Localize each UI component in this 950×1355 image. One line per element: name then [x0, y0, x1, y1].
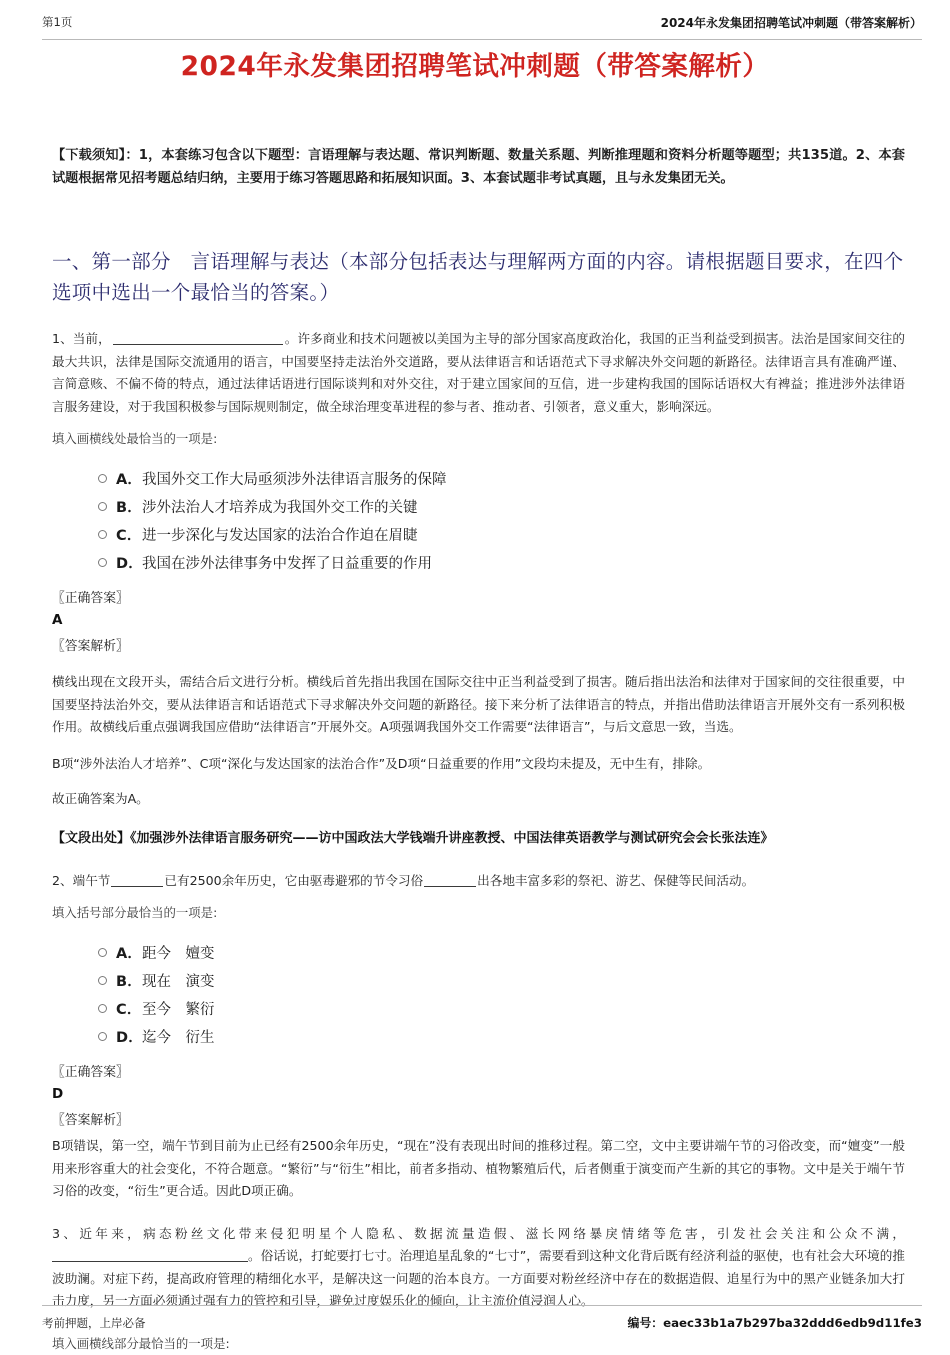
- option-row[interactable]: [98, 520, 905, 548]
- option-row[interactable]: [98, 492, 905, 520]
- footer-code: [628, 1314, 922, 1331]
- radio-button-icon[interactable]: [98, 1004, 107, 1013]
- footer-slogan: 考前押题，上岸必备: [42, 1316, 146, 1330]
- question-1-number: 1、: [52, 331, 73, 346]
- option-row[interactable]: [98, 464, 905, 492]
- option-text: 至今 繁衍: [142, 1001, 215, 1018]
- radio-button-icon[interactable]: [98, 474, 107, 483]
- question-block-3: [52, 1223, 905, 1355]
- correct-answer-label: 〖正确答案〗: [52, 591, 129, 606]
- option-letter: B．: [116, 973, 142, 990]
- document-running-header: [42, 14, 922, 40]
- option-text: 现在 演变: [142, 973, 215, 990]
- option-row[interactable]: [98, 966, 905, 994]
- question-1-options: [98, 464, 905, 576]
- option-letter: C．: [116, 527, 142, 544]
- question-2-number: 2、: [52, 872, 73, 888]
- analysis-paragraph: 横线出现在文段开头，需结合后文进行分析。横线后首先指出我国在国际交往中正当利益受到了损害。随后指出法治和法律对于国家间的交往很重要，中国要坚持法治外交，要从法律语言和话语范式下寻求解决外交问题的新路径。接下来分析了法律语言的特点，并指出借助法律语言开展外交有一系列积极作用。故横线后重点强调我国应借助“法律语言”开展外交。A项强调我国外交工作需要“法律语言”，与后文意思一致，当选。: [52, 674, 905, 734]
- question-2-prompt: 填入括号部分最恰当的一项是:: [52, 905, 218, 920]
- question-block-2: [52, 870, 905, 1203]
- question-2-stem-part2: 已有2500余年历史，它由驱毒避邪的节令习俗: [164, 872, 424, 888]
- document-running-footer: [42, 1305, 922, 1331]
- radio-button-icon[interactable]: [98, 530, 107, 539]
- option-letter: A．: [116, 945, 143, 962]
- question-3-stem: [52, 1223, 905, 1313]
- radio-button-icon[interactable]: [98, 976, 107, 985]
- analysis-label: 〖答案解析〗: [52, 639, 129, 654]
- footer-code-label: 编号：: [627, 1316, 664, 1330]
- option-letter: D．: [116, 555, 143, 572]
- radio-button-icon[interactable]: [98, 558, 107, 567]
- question-2-stem-part1: 端午节: [72, 872, 111, 888]
- option-row[interactable]: [98, 1022, 905, 1050]
- option-text: 迄今 衍生: [142, 1029, 215, 1046]
- answer-blank: [111, 886, 163, 887]
- radio-button-icon[interactable]: [98, 1032, 107, 1041]
- correct-answer-value: D: [52, 1086, 64, 1102]
- question-1-stem-after: 。许多商业和技术问题被以美国为主导的部分国家高度政治化，我国的正当利益受到损害。法治是国家间交往的最大共识，法律是国际交流通用的语言，中国要坚持走法治外交道路，要从法律语言和话语范式下寻求解决外交问题的新路径。法律语言具有准确严谨、言简意赅、不偏不倚的特点，通过法律话语进行国际谈判和对外交往，对于建立国家间的互信，进一步建构我国的国际话语权大有裨益；推进涉外法律语言服务建设，对于我国积极参与国际规则制定，做全球治理变革进程的参与者、推动者、引领者，意义重大，影响深远。: [52, 331, 906, 414]
- question-1-stem: [52, 328, 905, 418]
- footer-code-value: eaec33b1a7b297ba32ddd6edb9d11fe3: [663, 1316, 922, 1330]
- page-title: 2024年永发集团招聘笔试冲刺题（带答案解析）: [180, 51, 770, 82]
- option-text: 距今 嬗变: [142, 945, 215, 962]
- option-text: 我国在涉外法律事务中发挥了日益重要的作用: [142, 555, 432, 572]
- question-block-1: [52, 328, 905, 850]
- option-row[interactable]: [98, 994, 905, 1022]
- page-number-label: 第1页: [42, 15, 73, 29]
- option-text: 我国外交工作大局亟须涉外法律语言服务的保障: [142, 471, 447, 488]
- option-text: 涉外法治人才培养成为我国外交工作的关键: [142, 499, 418, 516]
- option-row[interactable]: [98, 548, 905, 576]
- download-notice: 【下载须知】：1，本套练习包含以下题型：言语理解与表达题、常识判断题、数量关系题、判断推理题和资料分析题等题型；共135道。2、本套试题根据常见招考题总结归纳，主要用于练习答题思路和拓展知识面。3、本套试题非考试真题，且与永发集团无关。: [52, 148, 905, 186]
- passage-source: 【文段出处】《加强涉外法律语言服务研究——访中国政法大学钱端升讲座教授、中国法律英语教学与测试研究会会长张法连》: [52, 830, 774, 846]
- question-1-prompt: 填入画横线处最恰当的一项是:: [52, 431, 218, 446]
- question-3-stem-after: 。俗话说，打蛇要打七寸。治理追星乱象的“七寸”，需要看到这种文化背后既有经济利益的驱使，也有社会大环境的推波助澜。对症下药，提高政府管理的精细化水平，是解决这一问题的治本良方。一方面要对粉丝经济中存在的数据造假、追星行为中的黑产业链条加大打击力度，另一方面必须通过强有力的管控和引导，避免过度娱乐化的倾向，让主流价值浸润人心。: [52, 1248, 905, 1308]
- option-row[interactable]: [98, 938, 905, 966]
- question-2-options: [98, 938, 905, 1050]
- correct-answer-value: A: [52, 612, 63, 628]
- correct-answer-label: 〖正确答案〗: [52, 1065, 129, 1080]
- question-3-prompt: 填入画横线部分最恰当的一项是:: [52, 1335, 230, 1351]
- answer-blank: [424, 886, 476, 887]
- question-2-stem: [52, 870, 905, 893]
- option-letter: C．: [116, 1001, 142, 1018]
- answer-blank: [52, 1261, 248, 1262]
- question-2-stem-part3: 出各地丰富多彩的祭祀、游艺、保健等民间活动。: [477, 872, 755, 888]
- question-3-stem-before: 近年来，病态粉丝文化带来侵犯明星个人隐私、数据流量造假、滋长网络暴戾情绪等危害，引发社会关注和公众不满，: [79, 1225, 906, 1241]
- header-running-title: 2024年永发集团招聘笔试冲刺题（带答案解析）: [660, 16, 922, 30]
- analysis-label: 〖答案解析〗: [52, 1113, 129, 1128]
- analysis-conclusion: 故正确答案为A。: [52, 791, 149, 806]
- section-heading: 一、第一部分 言语理解与表达（本部分包括表达与理解两方面的内容。请根据题目要求，在四个选项中选出一个最恰当的答案。）: [52, 250, 904, 304]
- document-body: [52, 144, 905, 1355]
- analysis-paragraph: B项错误，第一空，端午节到目前为止已经有2500余年历史，“现在”没有表现出时间的推移过程。第二空，文中主要讲端午节的习俗改变，而“嬗变”一般用来形容重大的社会变化，不符合题意。“繁衍”与“衍生”相比，前者多指动、植物繁殖后代，后者侧重于演变而产生新的其它的事物。文中是关于端午节习俗的改变，“衍生”更合适。因此D项正确。: [52, 1138, 905, 1198]
- option-text: 进一步深化与发达国家的法治合作迫在眉睫: [142, 527, 418, 544]
- radio-button-icon[interactable]: [98, 502, 107, 511]
- answer-blank: [113, 344, 283, 345]
- radio-button-icon[interactable]: [98, 948, 107, 957]
- option-letter: B．: [116, 499, 142, 516]
- question-1-stem-before: 当前，: [72, 331, 111, 346]
- question-3-number: 3、: [52, 1225, 80, 1241]
- analysis-paragraph: B项“涉外法治人才培养”、C项“深化与发达国家的法治合作”及D项“日益重要的作用”文段均未提及，无中生有，排除。: [52, 755, 711, 771]
- option-letter: D．: [116, 1029, 143, 1046]
- option-letter: A．: [116, 471, 143, 488]
